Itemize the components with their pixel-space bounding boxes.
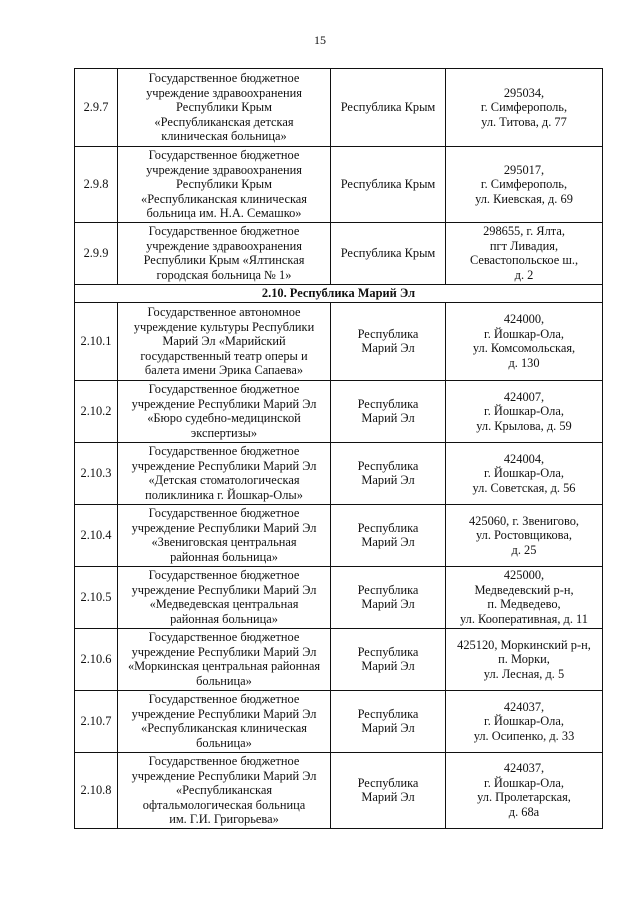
region-name	[331, 222, 446, 284]
address-line: 298655, г. Ялта,	[483, 224, 565, 239]
address	[446, 302, 603, 380]
address-line: г. Йошкар-Ола,	[484, 775, 564, 790]
address-line: 424000,	[503, 312, 545, 327]
institution-name-line: Государственное бюджетное	[148, 568, 300, 583]
institution-name-line: Государственное бюджетное	[148, 148, 300, 162]
institution-name-line: им. Г.И. Григорьева»	[169, 812, 279, 827]
address-line: пгт Ливадия,	[489, 238, 559, 253]
region-name-line: Марий Эл	[361, 790, 415, 805]
region-name-line: Республика	[357, 644, 419, 659]
address-line: 295017,	[503, 162, 545, 177]
region-name-line: Республика Крым	[340, 177, 436, 192]
address	[446, 442, 603, 504]
address-line: д. 25	[511, 542, 537, 557]
institution-name-line: районная больница»	[170, 550, 278, 565]
institution-name-line: учреждение Республики Марий Эл	[131, 582, 317, 597]
address	[446, 69, 603, 147]
region-name-line: Марий Эл	[361, 721, 415, 736]
address-line: ул. Комсомольская,	[472, 341, 576, 356]
address-line: 295034,	[503, 85, 545, 100]
address-line: г. Йошкар-Ола,	[484, 404, 564, 419]
address-line: ул. Кооперативная, д. 11	[460, 612, 588, 627]
address	[446, 147, 603, 223]
address-line: д. 2	[514, 268, 534, 283]
row-number: 2.9.7	[75, 69, 118, 147]
address-line: д. 68а	[508, 805, 540, 820]
institution-name	[118, 628, 331, 690]
region-name-line: Марий Эл	[361, 597, 415, 612]
region-name-line: Республика	[357, 706, 419, 721]
institution-name-line: Государственное бюджетное	[148, 753, 300, 768]
row-number: 2.10.2	[75, 380, 118, 442]
region-name-line: Марий Эл	[361, 535, 415, 550]
address-line: ул. Киевская, д. 69	[475, 191, 573, 206]
institution-name-line: Государственное бюджетное	[148, 382, 300, 397]
institution-name-line: учреждение здравоохранения	[146, 85, 302, 100]
institution-name-line: учреждение здравоохранения	[146, 162, 302, 177]
institution-name-line: учреждение Республики Марий Эл	[131, 644, 317, 659]
address	[446, 752, 603, 828]
address-line: ул. Пролетарская,	[477, 790, 571, 805]
institution-name-line: учреждение здравоохранения	[146, 238, 302, 253]
address-line: 425120, Моркинский р-н,	[457, 637, 591, 652]
region-name-line: Марий Эл	[361, 473, 415, 488]
address	[446, 566, 603, 628]
address-line: 424037,	[503, 699, 545, 714]
institution-name-line: учреждение культуры Республики	[133, 319, 315, 334]
region-name-line: Республика Крым	[340, 100, 436, 115]
row-number: 2.10.4	[75, 504, 118, 566]
region-name-line: Республика	[357, 582, 419, 597]
address	[446, 628, 603, 690]
institution-name-line: районная больница»	[170, 612, 278, 627]
institution-name-line: государственный театр оперы и	[140, 348, 308, 363]
region-name	[331, 380, 446, 442]
institution-name	[118, 690, 331, 752]
address-line: д. 130	[508, 356, 540, 371]
address	[446, 222, 603, 284]
table-row	[75, 628, 603, 690]
address	[446, 380, 603, 442]
institution-name-line: Государственное автономное	[147, 304, 301, 319]
institution-name-line: Государственное бюджетное	[148, 630, 300, 645]
institution-name	[118, 147, 331, 223]
row-number: 2.10.5	[75, 566, 118, 628]
institution-name-line: «Республиканская	[175, 783, 273, 798]
address-line: г. Симферополь,	[480, 177, 568, 192]
section-row	[75, 284, 603, 302]
region-name	[331, 504, 446, 566]
region-name-line: Республика	[357, 326, 419, 341]
institution-name-line: «Детская стоматологическая	[148, 473, 300, 488]
institution-name-line: Республики Крым	[176, 177, 272, 192]
institution-name	[118, 69, 331, 147]
institution-name-line: «Медведевская центральная	[149, 597, 299, 612]
row-number: 2.10.3	[75, 442, 118, 504]
region-name-line: Марий Эл	[361, 341, 415, 356]
institution-name-line: «Республиканская клиническая	[141, 191, 307, 206]
institution-name-line: учреждение Республики Марий Эл	[131, 706, 317, 721]
region-name-line: Республика	[357, 520, 419, 535]
address-line: ул. Крылова, д. 59	[476, 418, 572, 433]
row-number: 2.10.7	[75, 690, 118, 752]
institution-name-line: учреждение Республики Марий Эл	[131, 768, 317, 783]
region-name	[331, 442, 446, 504]
institution-name	[118, 222, 331, 284]
row-number: 2.9.9	[75, 222, 118, 284]
institutions-table	[74, 68, 603, 829]
region-name-line: Республика	[357, 458, 419, 473]
institution-name-line: «Моркинская центральная районная	[127, 659, 321, 674]
institution-name-line: «Бюро судебно-медицинской	[147, 411, 301, 426]
address-line: Севастопольское ш.,	[469, 253, 579, 268]
institution-name-line: офтальмологическая больница	[142, 797, 306, 812]
institution-name-line: городская больница № 1»	[156, 268, 292, 283]
address-line: г. Йошкар-Ола,	[484, 466, 564, 481]
address	[446, 504, 603, 566]
institution-name-line: Государственное бюджетное	[148, 71, 300, 86]
address	[446, 690, 603, 752]
institution-name-line: Государственное бюджетное	[148, 506, 300, 521]
address-line: п. Морки,	[498, 652, 550, 667]
row-number: 2.9.8	[75, 147, 118, 223]
table-row	[75, 690, 603, 752]
table-row	[75, 504, 603, 566]
address-line: 424007,	[503, 389, 545, 404]
address-line: 424004,	[503, 451, 545, 466]
address-line: 425060, г. Звенигово,	[468, 513, 580, 528]
institution-name-line: «Республиканская клиническая	[141, 721, 307, 736]
institution-name-line: учреждение Республики Марий Эл	[131, 458, 317, 473]
table-row	[75, 302, 603, 380]
region-name	[331, 752, 446, 828]
institutions-table-body	[75, 69, 603, 829]
table-row	[75, 222, 603, 284]
region-name	[331, 628, 446, 690]
institution-name-line: поликлиника г. Йошкар-Олы»	[145, 488, 303, 503]
institution-name-line: Государственное бюджетное	[148, 224, 300, 239]
institution-name-line: Государственное бюджетное	[148, 692, 300, 707]
table-row	[75, 147, 603, 223]
institution-name-line: «Республиканская детская	[154, 114, 294, 129]
region-name-line: Марий Эл	[361, 411, 415, 426]
region-name-line: Марий Эл	[361, 659, 415, 674]
table-row	[75, 380, 603, 442]
address-line: 425000,	[503, 568, 545, 583]
institution-name-line: клиническая больница»	[161, 129, 287, 144]
institution-name	[118, 302, 331, 380]
institution-name-line: учреждение Республики Марий Эл	[131, 520, 317, 535]
institution-name	[118, 752, 331, 828]
row-number: 2.10.6	[75, 628, 118, 690]
region-name-line: Республика	[357, 396, 419, 411]
institution-name-line: Марий Эл «Марийский	[162, 334, 286, 349]
address-line: ул. Осипенко, д. 33	[473, 728, 575, 743]
table-row	[75, 752, 603, 828]
address-line: ул. Советская, д. 56	[472, 480, 576, 495]
institution-name-line: учреждение Республики Марий Эл	[131, 396, 317, 411]
address-line: ул. Лесная, д. 5	[483, 666, 565, 681]
page-number: 15	[314, 33, 326, 47]
address-line: п. Медведево,	[487, 597, 561, 612]
institution-name	[118, 442, 331, 504]
region-name	[331, 690, 446, 752]
address-line: ул. Ростовщикова,	[476, 528, 572, 543]
institution-name-line: «Звениговская центральная	[151, 535, 297, 550]
address-line: Медведевский р-н,	[474, 582, 574, 597]
address-line: г. Йошкар-Ола,	[484, 326, 564, 341]
address-line: г. Йошкар-Ола,	[484, 714, 564, 729]
institution-name-line: балета имени Эрика Сапаева»	[144, 363, 304, 378]
institution-name-line: Государственное бюджетное	[148, 444, 300, 459]
institution-name	[118, 566, 331, 628]
institution-name-line: больница им. Н.А. Семашко»	[146, 206, 302, 221]
region-name	[331, 566, 446, 628]
address-line: ул. Титова, д. 77	[481, 114, 567, 129]
institution-name-line: больница»	[196, 674, 252, 689]
institution-name-line: Республики Крым «Ялтинская	[143, 253, 305, 268]
row-number: 2.10.1	[75, 302, 118, 380]
table-row	[75, 69, 603, 147]
table-row	[75, 566, 603, 628]
address-line: г. Симферополь,	[480, 100, 568, 115]
institution-name	[118, 380, 331, 442]
region-name-line: Республика Крым	[340, 246, 436, 261]
institution-name-line: экспертизы»	[190, 426, 258, 441]
region-name	[331, 302, 446, 380]
institution-name	[118, 504, 331, 566]
institution-name-line: больница»	[196, 736, 252, 751]
region-name-line: Республика	[357, 775, 419, 790]
row-number: 2.10.8	[75, 752, 118, 828]
address-line: 424037,	[503, 761, 545, 776]
table-row	[75, 442, 603, 504]
region-name	[331, 69, 446, 147]
section-title: 2.10. Республика Марий Эл	[75, 284, 603, 302]
region-name	[331, 147, 446, 223]
institution-name-line: Республики Крым	[176, 100, 272, 115]
